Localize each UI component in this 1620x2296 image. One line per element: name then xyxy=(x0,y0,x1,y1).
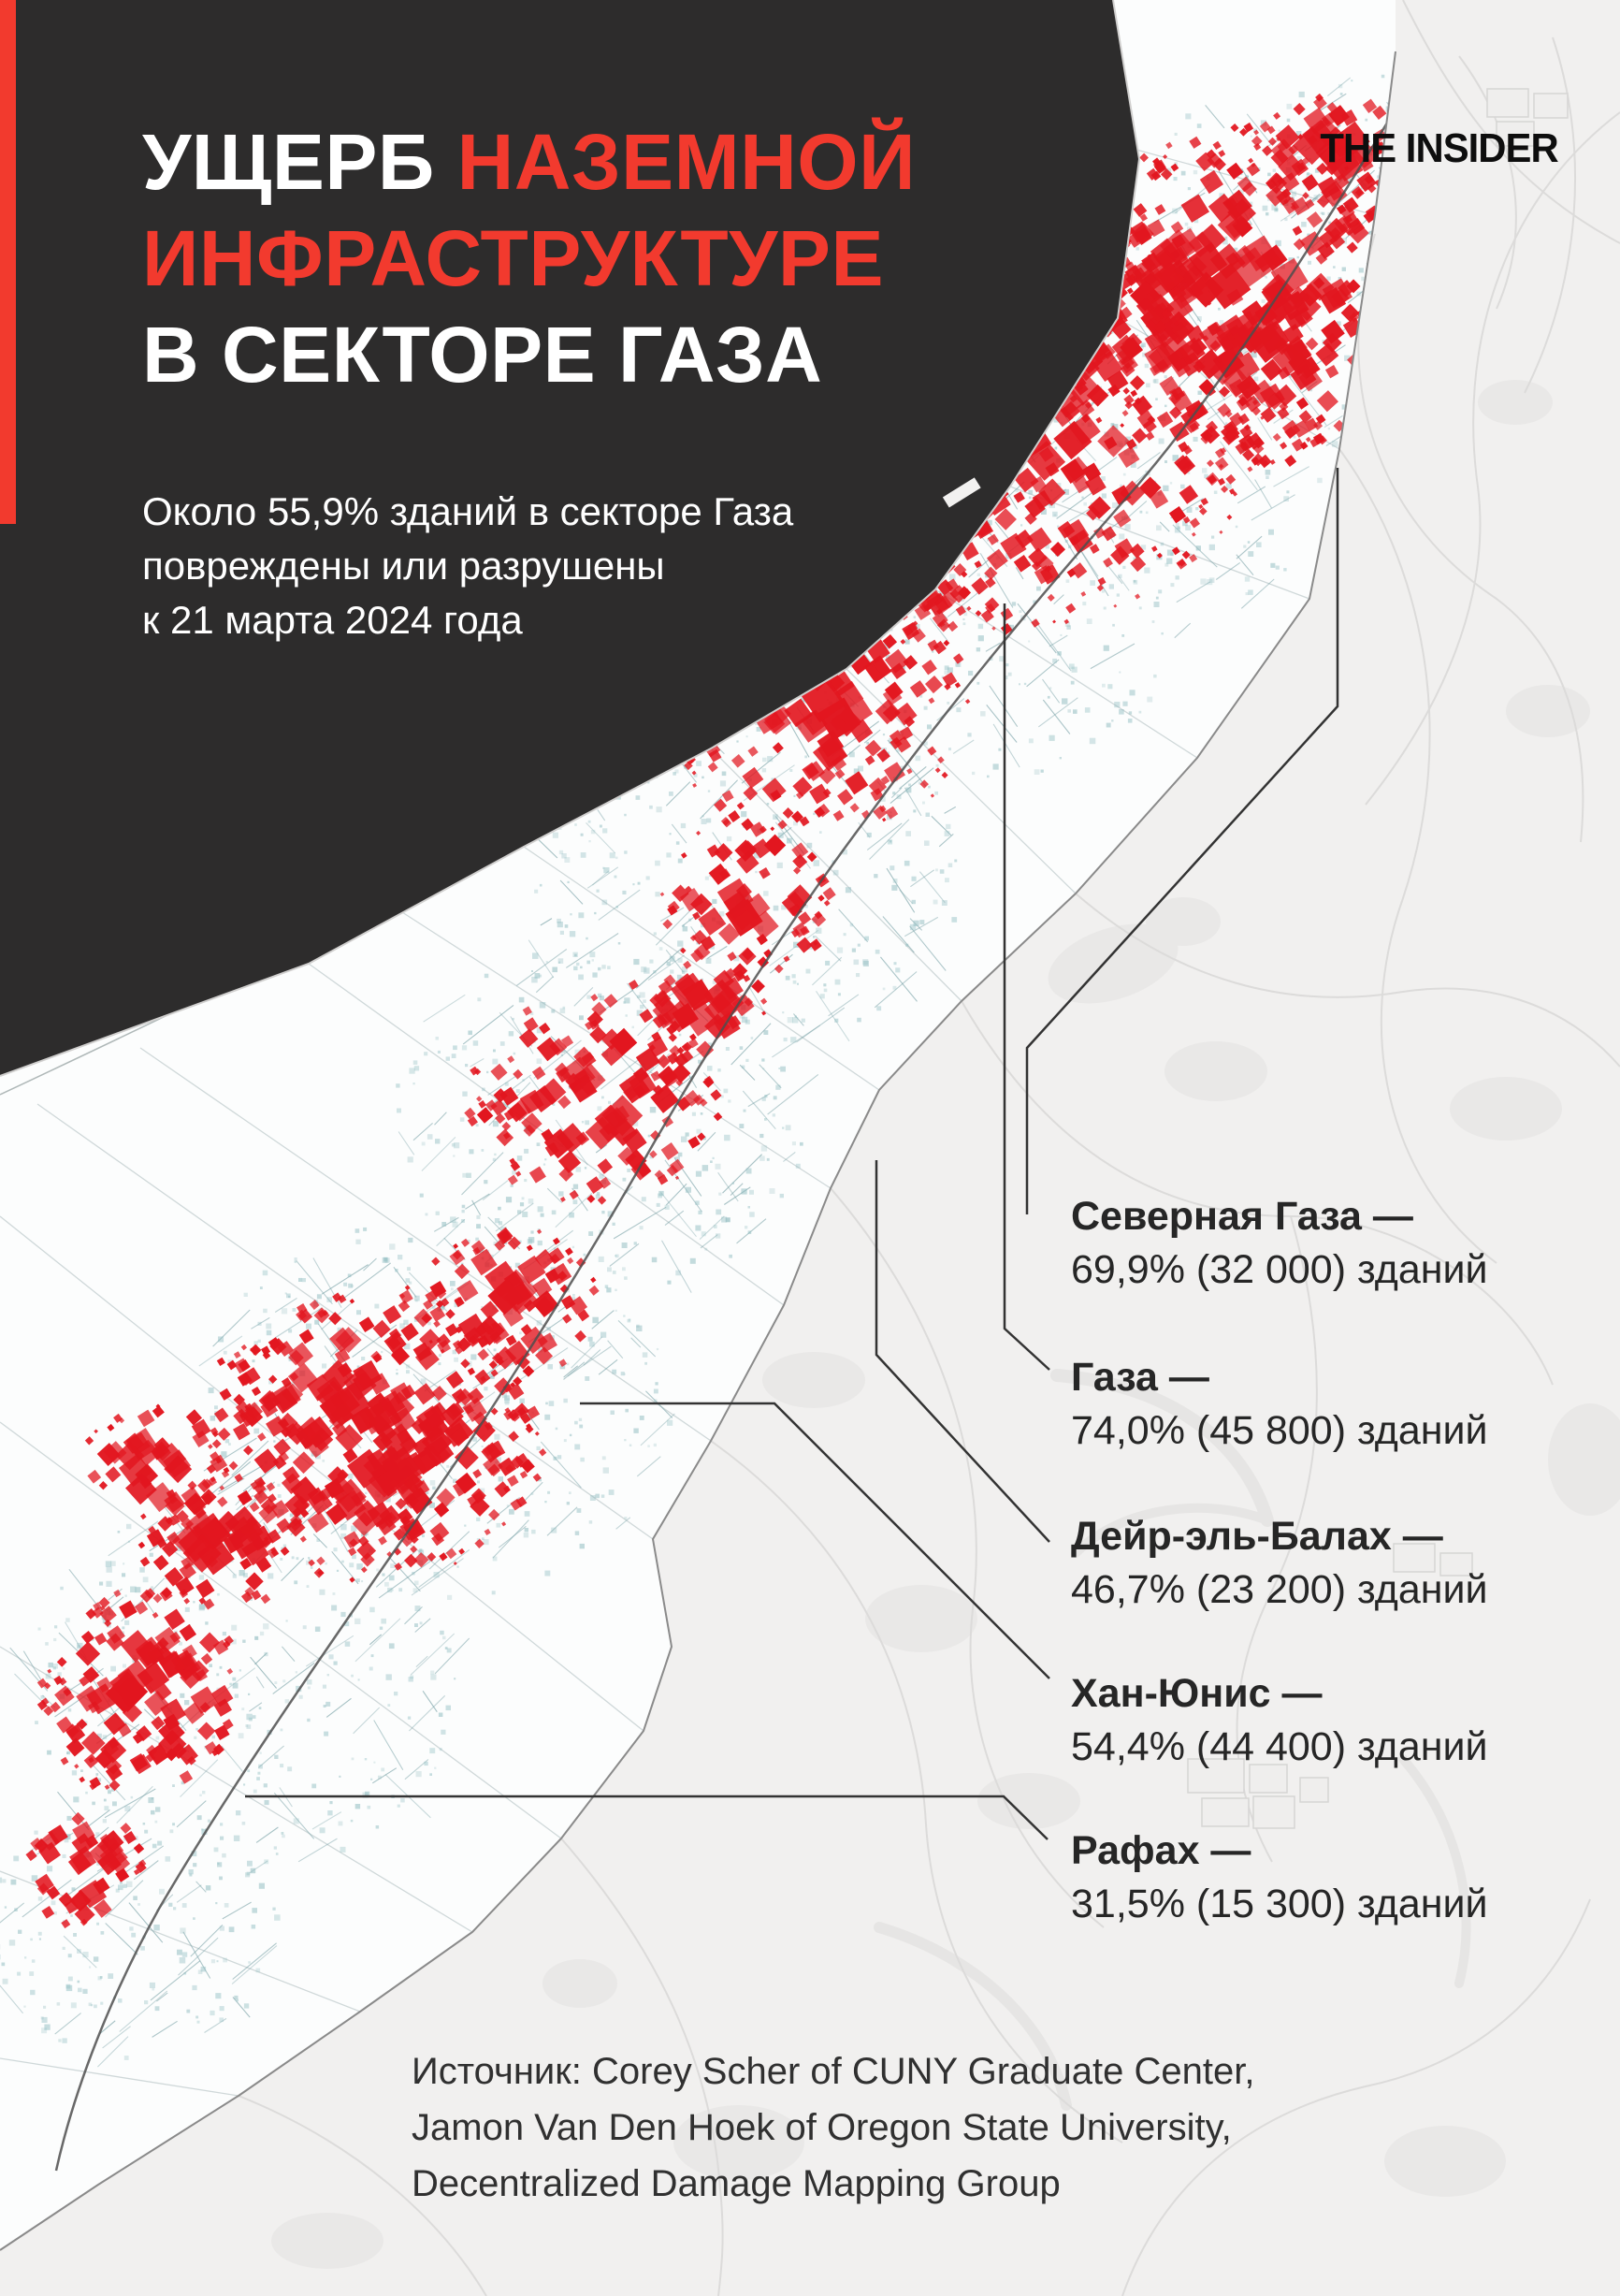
region-name: Дейр-эль-Балах — xyxy=(1071,1514,1443,1559)
the-insider-logo: THE INSIDER xyxy=(1320,125,1558,171)
source-line-2: Jamon Van Den Hoek of Oregon State University, xyxy=(412,2107,1232,2148)
source-line-1: Источник: Corey Scher of CUNY Graduate Center, xyxy=(412,2051,1255,2092)
region-value: 54,4% (44 400) зданий xyxy=(1071,1724,1488,1769)
label-severnaya-gaza xyxy=(1071,1190,1488,1297)
region-value: 69,9% (32 000) зданий xyxy=(1071,1247,1488,1292)
region-name: Хан-Юнис — xyxy=(1071,1671,1323,1716)
title-red-part: НАЗЕМНОЙ xyxy=(456,118,916,206)
label-deir-el-balah xyxy=(1071,1510,1488,1617)
accent-stripe xyxy=(0,0,16,524)
source-line-3: Decentralized Damage Mapping Group xyxy=(412,2163,1061,2204)
poster-title xyxy=(142,114,916,403)
title-line-3: В СЕКТОРЕ ГАЗА xyxy=(142,311,823,399)
title-line-2: ИНФРАСТРУКТУРЕ xyxy=(142,214,884,302)
label-gaza xyxy=(1071,1351,1488,1458)
title-white-part: УЩЕРБ xyxy=(142,118,457,206)
label-khan-yunis xyxy=(1071,1667,1488,1774)
source-credit xyxy=(412,2043,1254,2212)
subtitle-line-1: Около 55,9% зданий в секторе Газа xyxy=(142,489,794,533)
region-name: Рафах — xyxy=(1071,1828,1251,1873)
label-rafah xyxy=(1071,1824,1488,1931)
region-name: Северная Газа — xyxy=(1071,1194,1413,1239)
region-value: 46,7% (23 200) зданий xyxy=(1071,1567,1488,1612)
region-value: 31,5% (15 300) зданий xyxy=(1071,1882,1488,1926)
subtitle-line-2: повреждены или разрушены xyxy=(142,544,665,588)
subtitle-line-3: к 21 марта 2024 года xyxy=(142,598,523,642)
poster-subtitle xyxy=(142,485,793,647)
callout-line-deir-el-balah xyxy=(876,1160,1049,1542)
title-line-1 xyxy=(142,114,916,211)
region-name: Газа — xyxy=(1071,1355,1209,1400)
region-value: 74,0% (45 800) зданий xyxy=(1071,1408,1488,1453)
